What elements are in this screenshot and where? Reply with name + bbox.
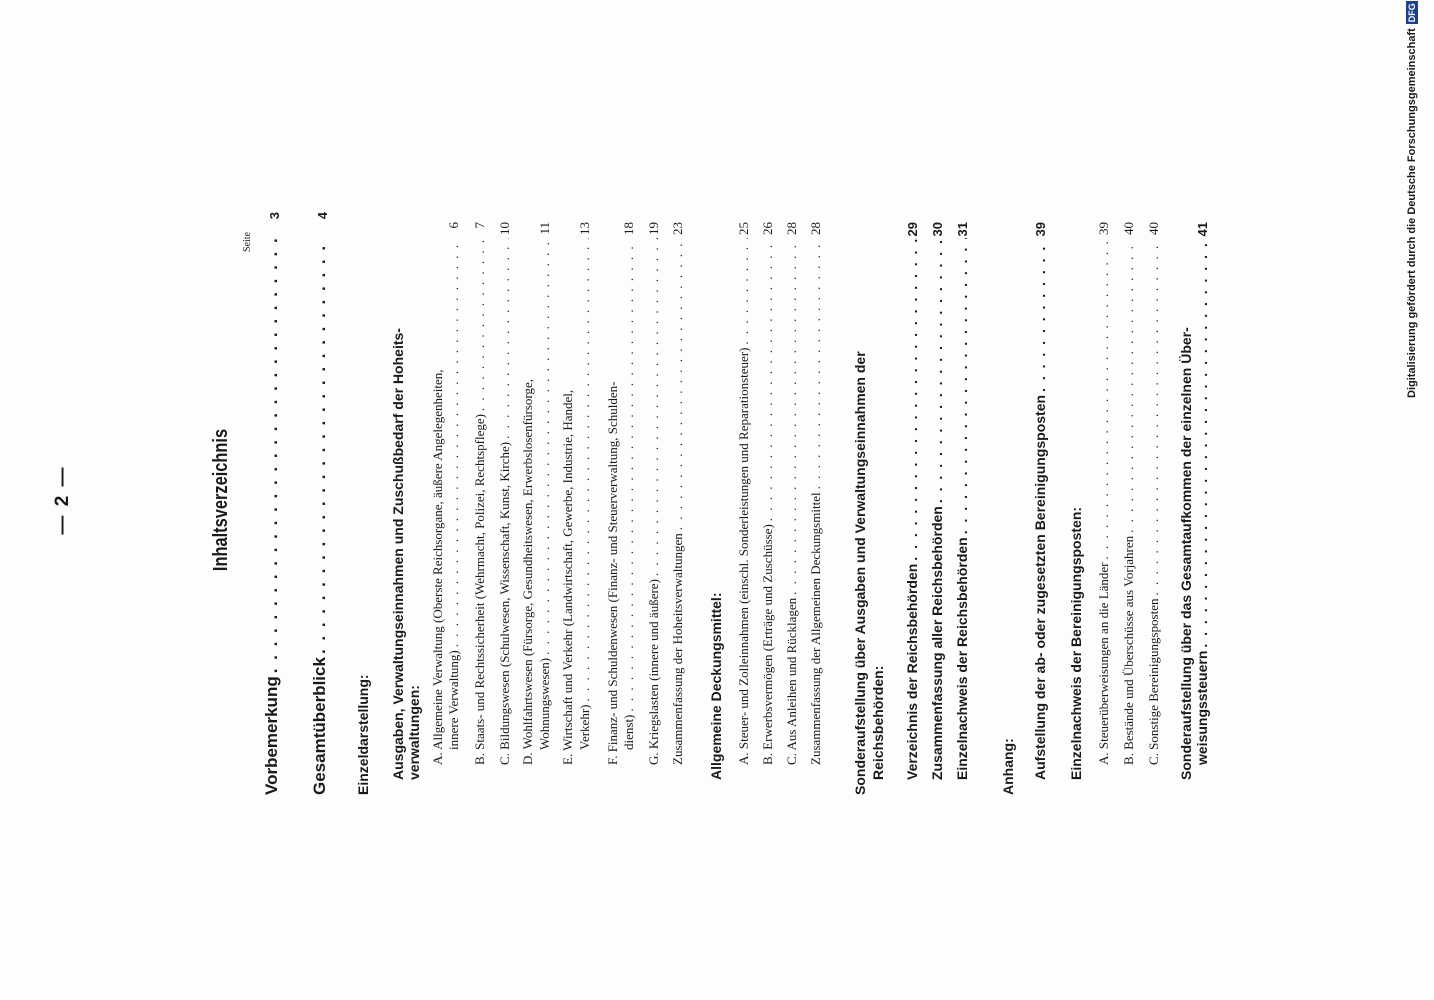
dfg-logo: DFG <box>1407 3 1417 23</box>
sonder-heading-line1: Sonderaufstellung über Ausgaben und Verwaltungseinnahmen der <box>852 351 868 795</box>
toc-item-einzelnachweis-reichsbehoerden[interactable]: Einzelnachweis der Reichsbehörden . . . 31 <box>954 235 970 780</box>
toc-item-deckung-b[interactable]: B. Erwerbsvermögen (Erträge und Zuschüsse) . . . 26 <box>760 235 776 765</box>
toc-item-d[interactable]: Wohnungswesen) . . . 11 <box>537 235 553 750</box>
sonder-heading-line2: Reichsbehörden: <box>870 665 886 780</box>
seite-label: Seite <box>242 232 253 252</box>
ausgaben-heading-line1: Ausgaben, Verwaltungseinnahmen und Zuschußbedarf der Hoheits- <box>390 328 406 780</box>
toc-item-zusammenfassung-hoheit[interactable]: Zusammenfassung der Hoheitsverwaltungen . . . 23 <box>670 235 686 765</box>
gesamtaufkommen-heading-line1: Sonderaufstellung über das Gesamtaufkommen der einzelnen Über- <box>1178 327 1194 780</box>
toc-item-gesamtaufkommen[interactable]: weisungssteuern . . . 41 <box>1194 235 1210 765</box>
anhang-heading: Anhang: <box>1000 738 1016 795</box>
toc-item-a-line1: A. Allgemeine Verwaltung (Oberste Reichsorgane, äußere Angelegenheiten, <box>430 369 445 765</box>
digitization-note <box>1406 3 1432 398</box>
deckung-heading: Allgemeine Deckungsmittel: <box>708 592 724 780</box>
einzelnachweis-bereinigungsposten-heading: Einzelnachweis der Bereinigungsposten: <box>1068 506 1084 780</box>
toc-item-steuerueberweisungen[interactable]: A. Steuerüberweisungen an die Länder . . . 39 <box>1096 235 1112 765</box>
toc-item-deckung-a[interactable]: A. Steuer- und Zolleinnahmen (einschl. Sonderleistungen und Reparationsteuer) . . . 25 <box>736 235 752 765</box>
einzeldarstellung-heading: Einzeldarstellung: <box>355 674 371 795</box>
toc-item-b[interactable]: B. Staats- und Rechtssicherheit (Wehrmacht, Polizei, Rechtspflege) . . . 7 <box>472 235 488 765</box>
toc-item-verzeichnis-reichsbehoerden[interactable]: Verzeichnis der Reichsbehörden . . . 29 <box>904 235 920 780</box>
toc-item-f-line1: F. Finanz- und Schuldenwesen (Finanz- und Steuerverwaltung, Schulden- <box>605 381 620 765</box>
toc-item-e[interactable]: Verkehr) . . . 13 <box>577 235 593 750</box>
toc-item-c[interactable]: C. Bildungswesen (Schulwesen, Wissenschaft, Kunst, Kirche) . . . 10 <box>497 235 513 765</box>
toc-item-d-line1: D. Wohlfahrtswesen (Fürsorge, Gesundheitswesen, Erwerbslosenfürsorge, <box>520 379 535 765</box>
toc-item-aufstellung-bereinigungsposten[interactable]: Aufstellung der ab- oder zugesetzten Bereinigungsposten . . . 39 <box>1032 235 1048 780</box>
toc-item-bestaende[interactable]: B. Bestände und Überschüsse aus Vorjahren . . . 40 <box>1121 235 1137 765</box>
page-title: Inhaltsverzeichnis <box>210 428 232 572</box>
digitization-text: Digitalisierung gefördert durch die Deutsche Forschungsgemeinschaft <box>1406 28 1418 398</box>
toc-item-zusammenfassung-reichsbehoerden[interactable]: Zusammenfassung aller Reichsbehörden . . . 30 <box>929 235 945 780</box>
toc-item-a[interactable]: innere Verwaltung) . . . 6 <box>446 235 462 750</box>
toc-entry-vorbemerkung[interactable]: Vorbemerkung . . . 3 <box>262 235 282 795</box>
toc-item-deckung-zusammenfassung[interactable]: Zusammenfassung der Allgemeinen Deckungsmittel . . . 28 <box>808 235 824 765</box>
toc-item-f[interactable]: dienst) . . . 18 <box>621 235 637 750</box>
toc-item-deckung-c[interactable]: C. Aus Anleihen und Rücklagen . . . 28 <box>784 235 800 765</box>
toc-item-g[interactable]: G. Kriegslasten (innere und äußere) . . . 19 <box>646 235 662 765</box>
toc-item-sonstige-bereinigungsposten[interactable]: C. Sonstige Bereinigungsposten . . . 40 <box>1146 235 1162 765</box>
ausgaben-heading-line2: verwaltungen: <box>406 685 422 780</box>
page-number: — 2 — <box>52 465 73 535</box>
toc-item-e-line1: E. Wirtschaft und Verkehr (Landwirtschaft, Gewerbe, Industrie, Handel, <box>560 389 575 765</box>
toc-entry-gesamtueberblick[interactable]: Gesamtüberblick . . . 4 <box>310 235 330 795</box>
